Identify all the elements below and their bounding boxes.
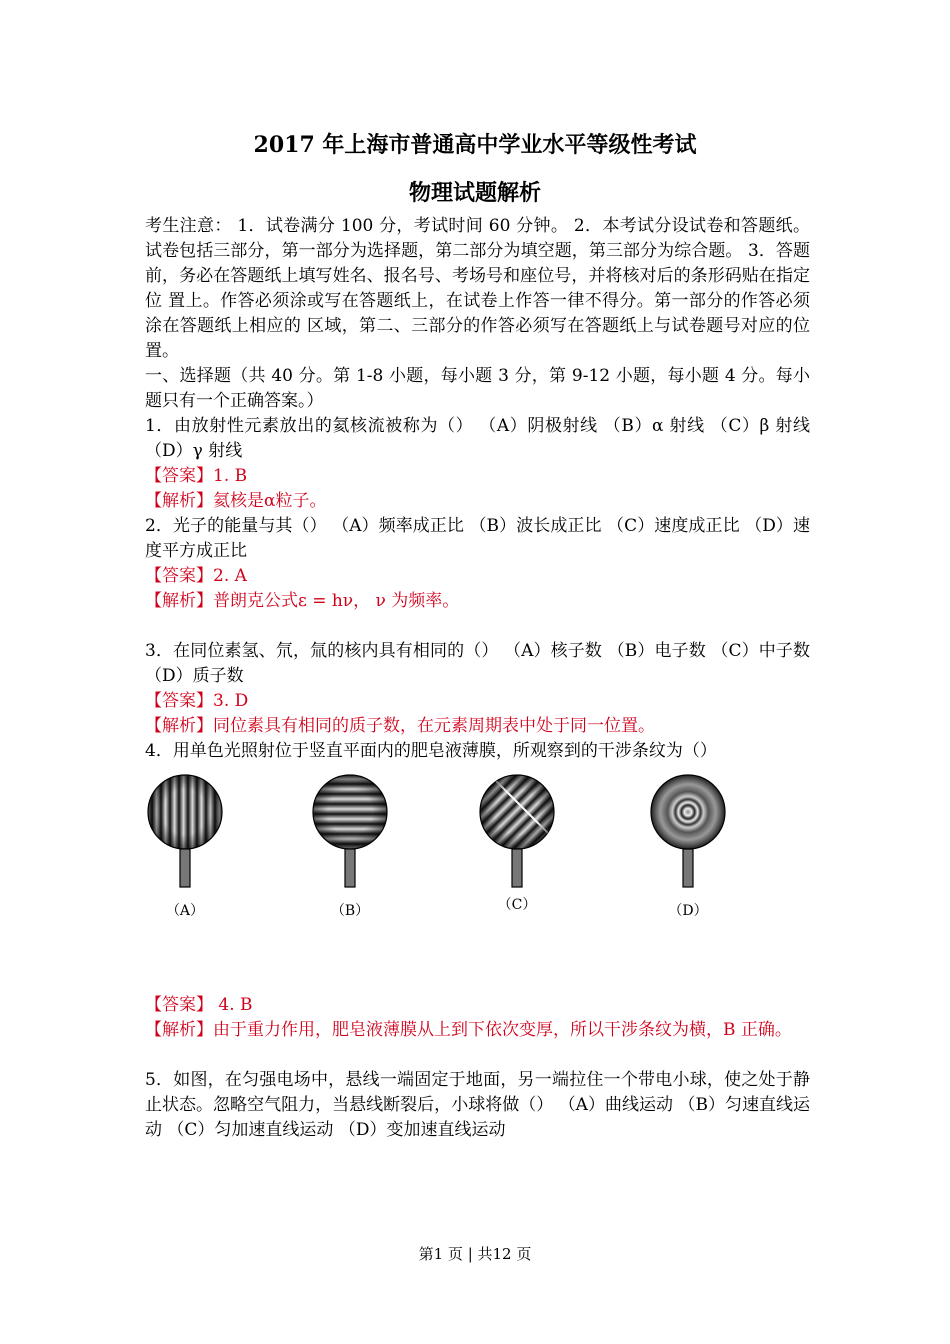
interference-figure <box>145 774 810 964</box>
question-1-analysis: 【解析】氦核是α粒子。 <box>145 491 327 511</box>
figure-option-c <box>472 774 562 914</box>
page-title: 2017 年上海市普通高中学业水平等级性考试 <box>253 132 697 158</box>
figure-label-a: （A） <box>165 903 205 919</box>
section-heading: 一、选择题（共 40 分。第 1-8 小题，每小题 3 分，第 9-12 小题，每小题 4 分。每小题只有一个正确答案。） <box>145 366 810 411</box>
question-4-answer: 【答案】 4. B <box>145 995 253 1015</box>
question-3-analysis: 【解析】同位素具有相同的质子数，在元素周期表中处于同一位置。 <box>145 716 655 736</box>
question-2-analysis: 【解析】普朗克公式ε = hν， ν 为频率。 <box>145 591 460 611</box>
page-footer: 第1 页 | 共12 页 <box>418 1245 532 1263</box>
page-subtitle: 物理试题解析 <box>408 180 541 206</box>
figure-label-d: （D） <box>668 903 708 919</box>
question-4-analysis: 【解析】由于重力作用，肥皂液薄膜从上到下依次变厚，所以干涉条纹为横，B 正确。 <box>145 1020 792 1040</box>
ring-fringe-film-icon <box>646 774 730 890</box>
question-3-answer: 【答案】3. D <box>145 691 249 711</box>
content-body <box>145 214 810 1143</box>
figure-option-a <box>140 774 230 920</box>
spacer <box>145 614 810 639</box>
figure-option-b <box>305 774 395 920</box>
question-3-stem: 3．在同位素氢、氘，氚的核内具有相同的（） （A）核子数 （B）电子数 （C）中子数 （D）质子数 <box>145 641 810 686</box>
question-2-stem: 2．光子的能量与其（） （A）频率成正比 （B）波长成正比 （C）速度成正比 （D）速度平方成正比 <box>145 516 810 561</box>
exam-notice: 考生注意： 1．试卷满分 100 分，考试时间 60 分钟。 2．本考试分设试卷和答题纸。试卷包括三部分，第一部分为选择题，第二部分为填空题，第三部分为综合题。 3．答题前，务必在答题纸上填写姓名、报名号、考场号和座位号，并将核对后的条形码贴在指定位 置上。作答必须涂或写在答题纸上，在试卷上作答一律不得分。第一部分的作答必须涂在答题纸上相应的 区域，第二、三部分的作答必须写在答题纸上与试卷题号对应的位置。 <box>145 216 810 361</box>
vertical-fringe-film-icon <box>143 774 227 890</box>
spacer <box>145 968 810 993</box>
diagonal-fringe-film-icon <box>475 774 559 890</box>
question-1-answer: 【答案】1. B <box>145 466 248 486</box>
figure-label-b: （B） <box>330 903 370 919</box>
horizontal-fringe-film-icon <box>308 774 392 890</box>
figure-option-d <box>643 774 733 920</box>
question-5-stem: 5．如图，在匀强电场中，悬线一端固定于地面，另一端拉住一个带电小球，使之处于静止状态。忽略空气阻力，当悬线断裂后，小球将做（） （A）曲线运动 （B）匀速直线运动 （C）匀加速直线运动 （D）变加速直线运动 <box>145 1070 810 1140</box>
question-1-stem: 1．由放射性元素放出的氦核流被称为（） （A）阴极射线 （B）α 射线 （C）β 射线 （D）γ 射线 <box>145 416 810 461</box>
figure-label-c: （C） <box>497 897 537 913</box>
question-2-answer: 【答案】2. A <box>145 566 247 586</box>
question-4-stem: 4．用单色光照射位于竖直平面内的肥皂液薄膜，所观察到的干涉条纹为（） <box>145 741 717 761</box>
spacer <box>145 1043 810 1068</box>
